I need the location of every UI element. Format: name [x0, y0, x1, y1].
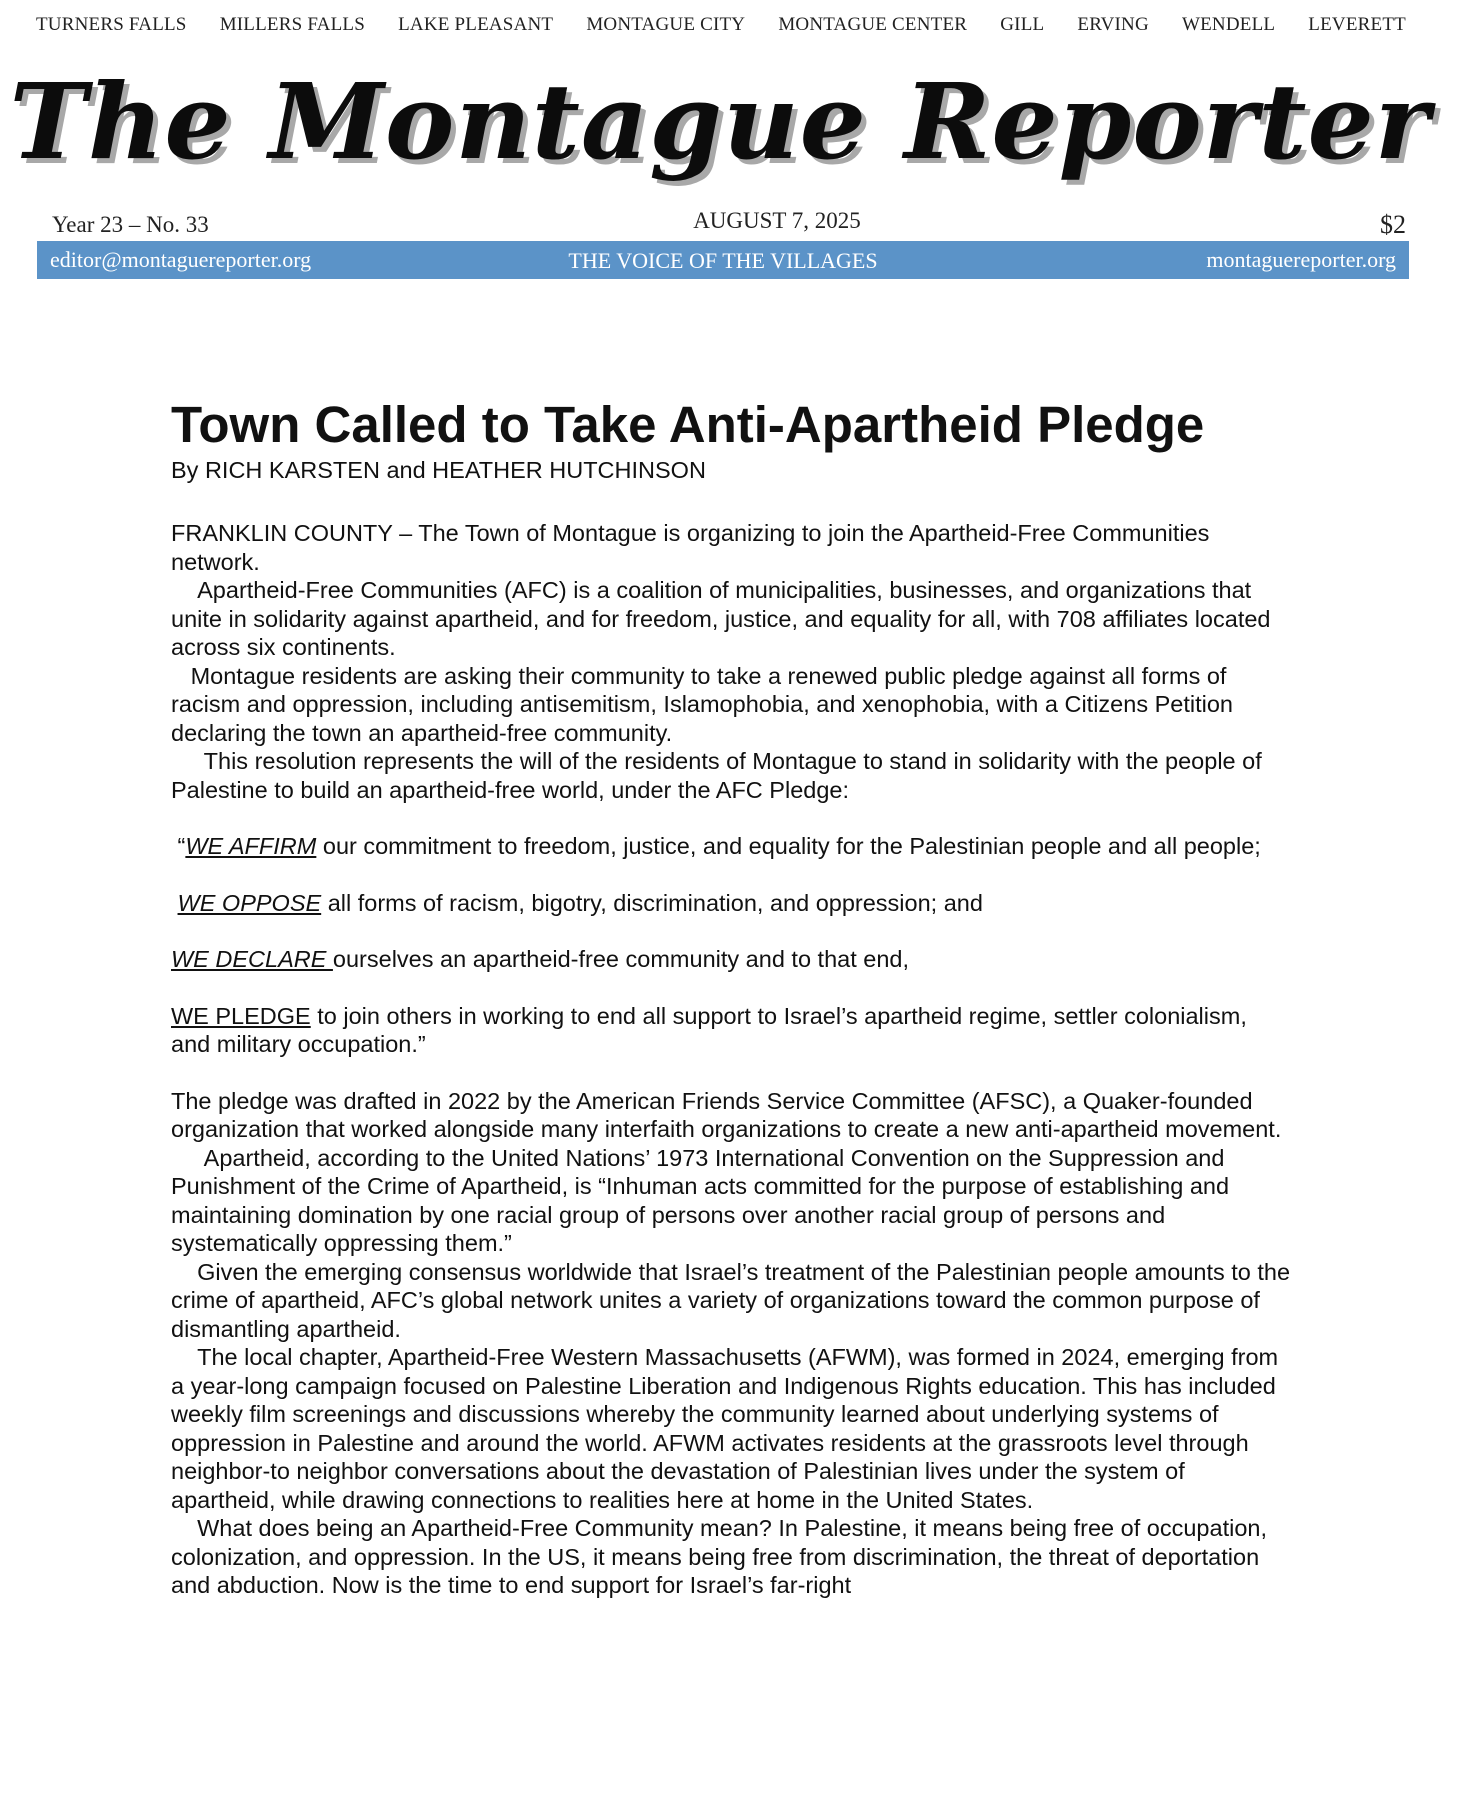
paragraph-text: What does being an Apartheid-Free Community mean? In Palestine, it means being free of occupation, colonization, and oppression. In the US, it means being free from discrimination, the threat of deportation and abduction. Now is the time to end support for Israel’s far-right	[171, 1515, 1267, 1598]
paragraph	[171, 1258, 1291, 1344]
village-name: TURNERS FALLS	[36, 14, 187, 35]
village-name: ERVING	[1077, 14, 1149, 35]
paragraph-text: The local chapter, Apartheid-Free Western Massachusetts (AFWM), was formed in 2024, emerging from a year-long campaign focused on Palestine Liberation and Indigenous Rights education. This has included weekly film screenings and discussions whereby the community learned about underlying systems of oppression in Palestine and around the world. AFWM activates residents at the grassroots level through neighbor-to neighbor conversations about the devastation of Palestinian lives under the system of apartheid, while drawing connections to realities here at home in the United States.	[171, 1344, 1279, 1513]
pledge-text: all forms of racism, bigotry, discrimination, and oppression; and	[321, 889, 983, 916]
pledge-text: ourselves an apartheid-free community and to that end,	[332, 946, 910, 972]
tagline: THE VOICE OF THE VILLAGES	[568, 248, 878, 273]
masthead	[9, 46, 1431, 196]
paragraph-text: Apartheid-Free Communities (AFC) is a coalition of municipalities, businesses, and organizations that unite in solidarity against apartheid, and for freedom, justice, and equality for all, with 708 affiliates located across six continents.	[171, 577, 1271, 660]
paragraph	[171, 747, 1291, 804]
paragraph-text: Given the emerging consensus worldwide that Israel’s treatment of the Palestinian people amounts to the crime of apartheid, AFC’s global network unites a variety of organizations toward the common purpose of dismantling apartheid.	[171, 1258, 1291, 1342]
issue-date: AUGUST 7, 2025	[693, 208, 861, 233]
paragraph-text: Montague residents are asking their community to take a renewed public pledge against all forms of racism and oppression, including antisemitism, Islamophobia, and xenophobia, with a Citizens Petition declaring the town an apartheid-free community.	[171, 662, 1233, 746]
paragraph-text: Apartheid, according to the United Nations’ 1973 International Convention on the Suppression and Punishment of the Crime of Apartheid, is “Inhuman acts committed for the purpose of establishing and maintaining domination by one racial group of persons over another racial group of persons and systematically oppressing them.”	[171, 1144, 1230, 1256]
pledge-keyword: WE OPPOSE	[177, 889, 322, 916]
paragraph	[171, 662, 1291, 748]
article-byline: By RICH KARSTEN and HEATHER HUTCHINSON	[171, 457, 706, 483]
pledge-text: to join others in working to end all support to Israel’s apartheid regime, settler colonialism, and military occupation.”	[171, 1002, 1247, 1057]
website-link[interactable]: montaguereporter.org	[1206, 247, 1396, 272]
village-name: MILLERS FALLS	[219, 14, 365, 35]
paragraph	[171, 1144, 1291, 1258]
issue-info-line	[52, 208, 1406, 238]
paragraph	[171, 576, 1291, 662]
open-quote: “	[177, 833, 186, 859]
villages-bar	[36, 14, 1406, 36]
paragraph: The pledge was drafted in 2022 by the American Friends Service Committee (AFSC), a Quaker-founded organization that worked alongside many interfaith organizations to create a new anti-apartheid movement.	[171, 1087, 1282, 1142]
article	[171, 395, 1291, 1600]
pledge-pledge	[171, 1002, 1291, 1059]
village-name: MONTAGUE CITY	[586, 14, 746, 35]
contact-bar	[37, 241, 1409, 279]
pledge-text: our commitment to freedom, justice, and equality for the Palestinian people and all people;	[316, 833, 1261, 859]
village-name: MONTAGUE CENTER	[778, 14, 968, 35]
pledge-declare	[171, 945, 1291, 974]
paragraph: FRANKLIN COUNTY – The Town of Montague is organizing to join the Apartheid-Free Communities network.	[171, 520, 1210, 575]
pledge-keyword: WE DECLARE	[171, 946, 333, 972]
paragraph-text: This resolution represents the will of the residents of Montague to stand in solidarity with the people of Palestine to build an apartheid-free world, under the AFC Pledge:	[171, 748, 1262, 803]
village-name: GILL	[1000, 14, 1045, 35]
village-name: LAKE PLEASANT	[398, 14, 554, 35]
issue-number: Year 23 – No. 33	[52, 212, 209, 237]
village-name: WENDELL	[1181, 14, 1276, 35]
pledge-oppose	[171, 889, 1291, 918]
article-headline: Town Called to Take Anti-Apartheid Pledge	[171, 396, 1205, 453]
editor-email-link[interactable]: editor@montaguereporter.org	[50, 247, 312, 272]
pledge-keyword: WE PLEDGE	[171, 1002, 311, 1029]
village-name: LEVERETT	[1308, 14, 1406, 35]
pledge-keyword: WE AFFIRM	[185, 833, 317, 859]
issue-price: $2	[1380, 210, 1406, 239]
masthead-title: The Montague Reporter	[9, 59, 1431, 183]
paragraph	[171, 1343, 1291, 1514]
paragraph	[171, 1514, 1291, 1600]
pledge-affirm	[171, 832, 1291, 861]
article-body	[171, 519, 1291, 1600]
